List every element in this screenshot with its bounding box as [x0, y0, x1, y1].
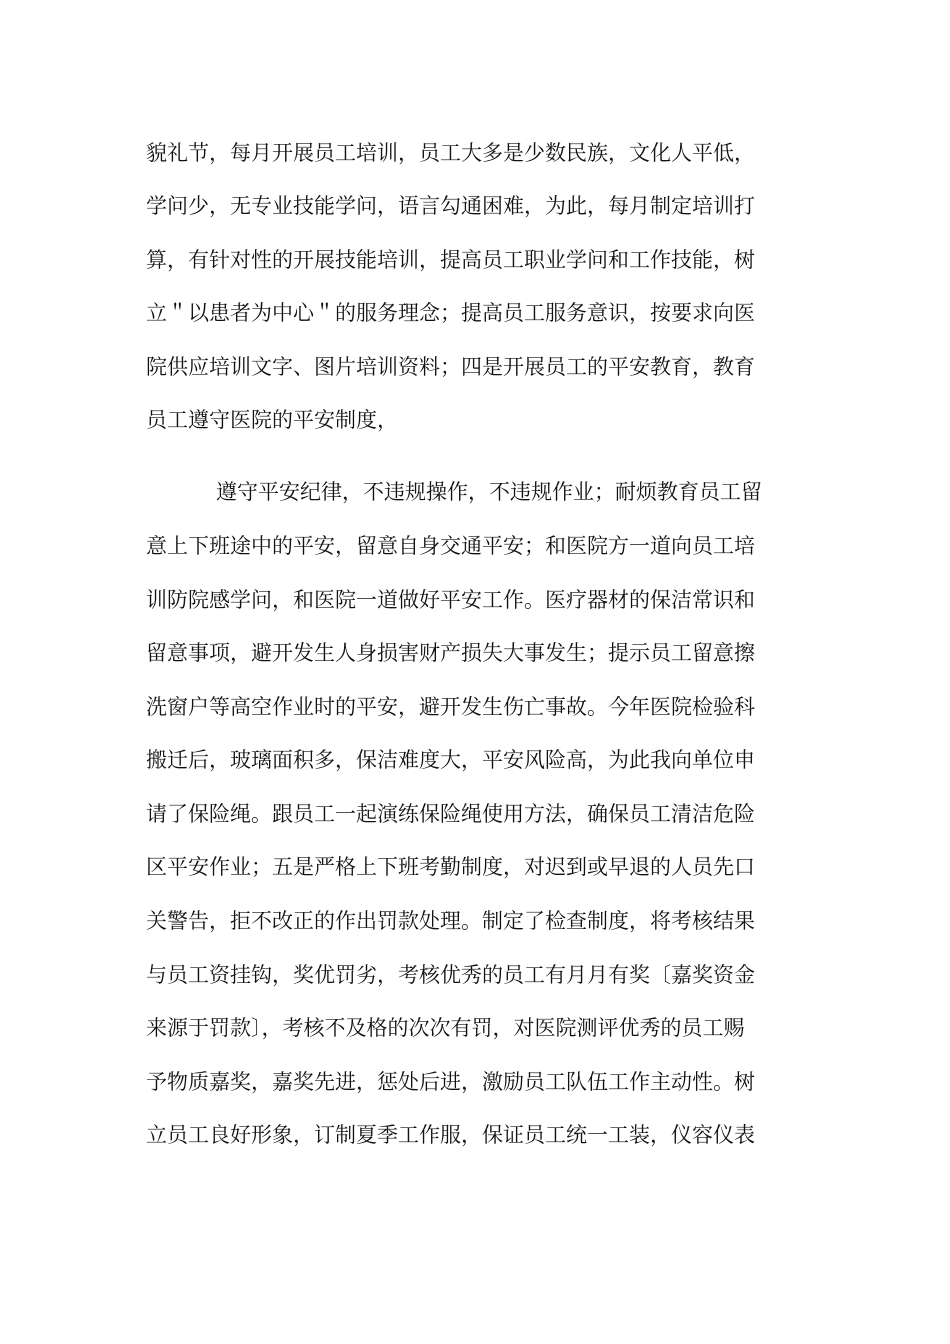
- text-line: 训防院感学问，和医院一道做好平安工作。医疗器材的保洁常识和: [146, 588, 755, 612]
- text-line: 员工遵守医院的平安制度，: [146, 408, 398, 432]
- text-line: 留意事项，避开发生人身损害财产损失大事发生；提示员工留意擦: [146, 641, 755, 665]
- text-line: 来源于罚款〕，考核不及格的次次有罚，对医院测评优秀的员工赐: [146, 1016, 745, 1040]
- text-line: 立员工良好形象，订制夏季工作服，保证员工统一工装，仪容仪表: [146, 1123, 755, 1147]
- text-line: 洗窗户等高空作业时的平安，避开发生伤亡事故。今年医院检验科: [146, 695, 755, 719]
- text-line: 搬迁后，玻璃面积多，保洁难度大，平安风险高，为此我向单位申: [146, 748, 755, 772]
- text-line: 立＂以患者为中心＂的服务理念；提高员工服务意识，按要求向医: [146, 301, 755, 325]
- text-line: 区平安作业；五是严格上下班考勤制度，对迟到或早退的人员先口: [146, 855, 755, 879]
- text-line: 与员工资挂钩，奖优罚劣，考核优秀的员工有月月有奖〔嘉奖资金: [146, 963, 755, 987]
- text-line: 院供应培训文字、图片培训资料；四是开展员工的平安教育，教育: [146, 355, 755, 379]
- text-line: 请了保险绳。跟员工一起演练保险绳使用方法，确保员工清洁危险: [146, 802, 755, 826]
- text-line: 予物质嘉奖，嘉奖先进，惩处后进，激励员工队伍工作主动性。树: [146, 1070, 755, 1094]
- text-line: 学问少，无专业技能学问，语言勾通困难，为此，每月制定培训打: [146, 194, 755, 218]
- text-line: 貌礼节，每月开展员工培训，员工大多是少数民族，文化人平低，: [146, 141, 755, 165]
- text-line: 遵守平安纪律，不违规操作，不违规作业；耐烦教育员工留: [216, 480, 762, 504]
- text-line: 关警告，拒不改正的作出罚款处理。制定了检查制度，将考核结果: [146, 909, 755, 933]
- text-line: 算，有针对性的开展技能培训，提高员工职业学问和工作技能，树: [146, 248, 755, 272]
- text-line: 意上下班途中的平安，留意自身交通平安；和医院方一道向员工培: [146, 534, 755, 558]
